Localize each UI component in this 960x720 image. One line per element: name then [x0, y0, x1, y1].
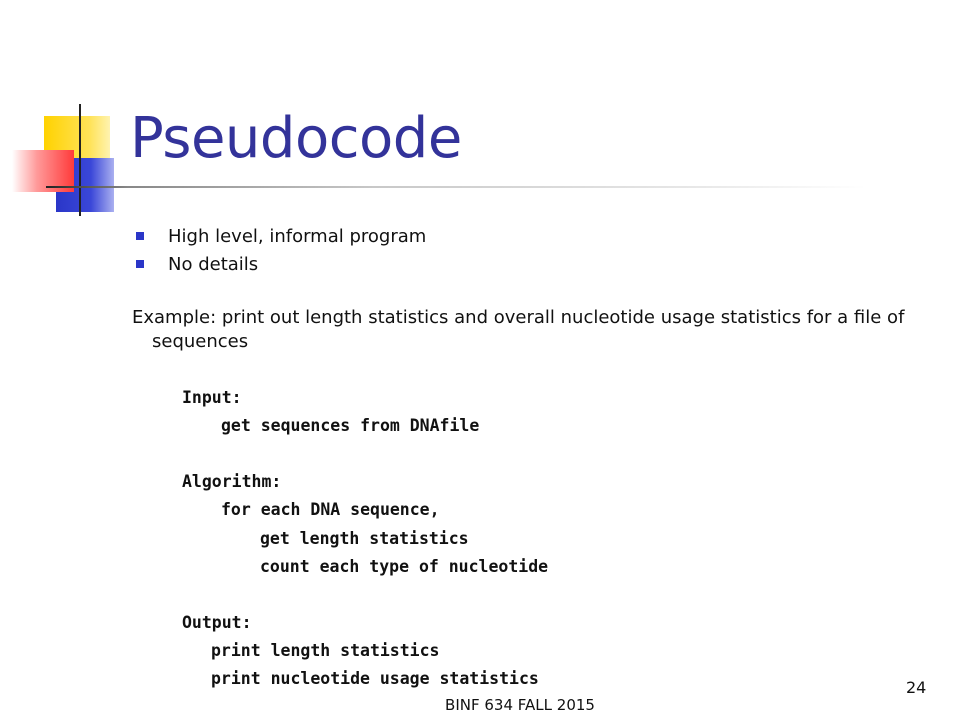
- logo-vertical-line: [79, 104, 81, 216]
- slide-footer: BINF 634 FALL 2015: [445, 696, 595, 714]
- square-bullet-icon: [136, 232, 144, 240]
- code-algorithm-line: for each DNA sequence,: [221, 500, 440, 519]
- code-input-label: Input:: [182, 388, 242, 407]
- square-bullet-icon: [136, 260, 144, 268]
- code-output-line: print nucleotide usage statistics: [211, 669, 539, 688]
- bullet-list: [132, 222, 426, 278]
- code-algorithm-line: get length statistics: [260, 529, 469, 548]
- bullet-text: High level, informal program: [168, 225, 427, 247]
- code-input-line: get sequences from DNAfile: [221, 416, 480, 435]
- slide-title: Pseudocode: [130, 106, 462, 171]
- code-output-label: Output:: [182, 613, 252, 632]
- example-paragraph: Example: print out length statistics and overall nucleotide usage statistics for a file of sequences: [132, 307, 905, 352]
- code-algorithm-line: count each type of nucleotide: [260, 557, 549, 576]
- code-output-line: print length statistics: [211, 641, 440, 660]
- code-algorithm-label: Algorithm:: [182, 472, 282, 491]
- bullet-item: [132, 250, 426, 278]
- page-number: 24: [906, 678, 927, 697]
- title-underline: [46, 186, 866, 188]
- bullet-text: No details: [168, 253, 259, 275]
- bullet-item: [132, 222, 426, 250]
